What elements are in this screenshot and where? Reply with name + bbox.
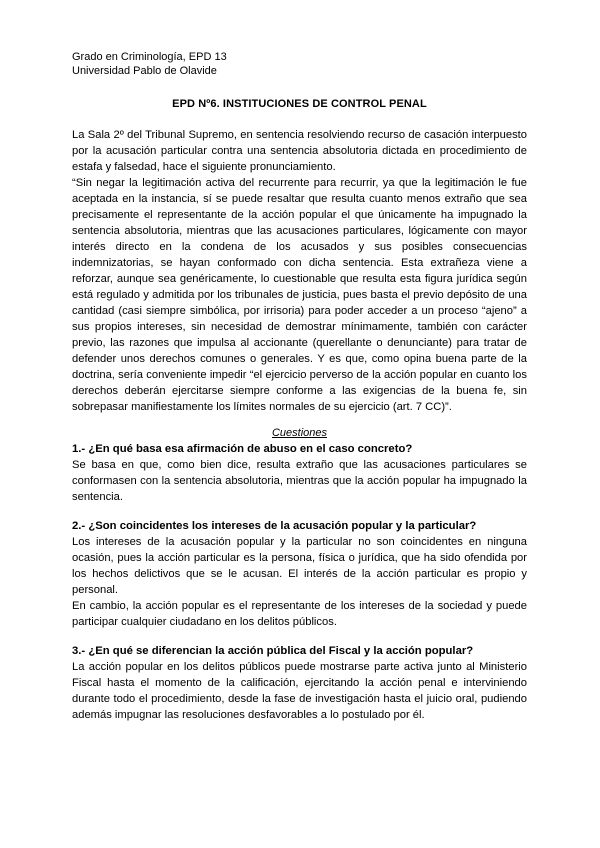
answer-3: La acción popular en los delitos públicos puede mostrarse parte activa junto al Ministerio Fiscal hasta el momento de la calificación, ejercitando la acción penal e interviniendo durante todo el procedimiento, desde la fase de investigación hasta el juicio oral, pudiendo además impugnar las resoluciones desfavorables a lo postulado por él. (72, 661, 527, 721)
questions-heading: Cuestiones (271, 427, 328, 439)
spacer (72, 630, 527, 643)
answer-2: Los intereses de la acusación popular y la particular no son coincidentes en ninguna ocasión, pues la acción particular es la persona, física o jurídica, que ha sido ofendida por los hechos delictivos que se le acusan. El interés de la acción particular es propio y personal. (72, 536, 527, 596)
question-3: 3.- ¿En qué se diferencian la acción pública del Fiscal y la acción popular? (72, 645, 474, 657)
question-1: 1.- ¿En qué basa esa afirmación de abuso en el caso concreto? (72, 443, 413, 455)
document-title: EPD Nº6. INSTITUCIONES DE CONTROL PENAL (172, 98, 427, 110)
answer-2-continued: En cambio, la acción popular es el representante de los intereses de la sociedad y puede participar cualquier ciudadano en los delitos públicos. (72, 600, 527, 628)
answer-1: Se basa en que, como bien dice, resulta extraño que las acusaciones particulares se conformasen con la sentencia absolutoria, mientras que la acción popular ha impugnado la sentencia. (72, 459, 527, 503)
course-label: Grado en Criminología, EPD 13 (72, 51, 227, 63)
question-2: 2.- ¿Son coincidentes los intereses de la acusación popular y la particular? (72, 520, 477, 532)
document-page (72, 50, 527, 723)
quote-paragraph: “Sin negar la legitimación activa del recurrente para recurrir, ya que la legitimación le fue aceptada en la instancia, sí se puede resaltar que resulta cuanto menos extraño que sea precisamente el representante de la acción popular el que únicamente ha impugnado la sentencia absolutoria, mientras que las acusaciones particulares, lógicamente con mayor interés directo en la condena de los acusados y sus posibles consecuencias indemnizatorias, se hayan conformado con dicha sentencia. Esta extrañeza viene a reforzar, aunque sea genéricamente, lo cuestionable que resulta esta figura jurídica según está regulado y admitida por los tribunales de justicia, pues basta el previo depósito de una cantidad (casi siempre simbólica, por irrisoria) para poder acceder a un proceso “ajeno” a sus propios intereses, sin necesidad de demostrar mínimamente, también con carácter previo, las razones que impulsa al accionante (querellante o denunciante) para tratar de defender unos derechos comunes o generales. Y es que, como opina buena parte de la doctrina, sería conveniente impedir “el ejercicio perverso de la acción popular en cuanto los derechos deberán ejercitarse siempre conforme a las exigencias de la buena fe, sin sobrepasar manifiestamente los límites normales de su ejercicio (art. 7 CC)”. (72, 177, 527, 413)
university-label: Universidad Pablo de Olavide (72, 65, 217, 77)
intro-paragraph: La Sala 2º del Tribunal Supremo, en sentencia resolviendo recurso de casación interpuesto por la acusación particular contra una sentencia absolutoria dictada en procedimiento de estafa y falsedad, hace el siguiente pronunciamiento. (72, 129, 527, 173)
spacer (72, 505, 527, 518)
